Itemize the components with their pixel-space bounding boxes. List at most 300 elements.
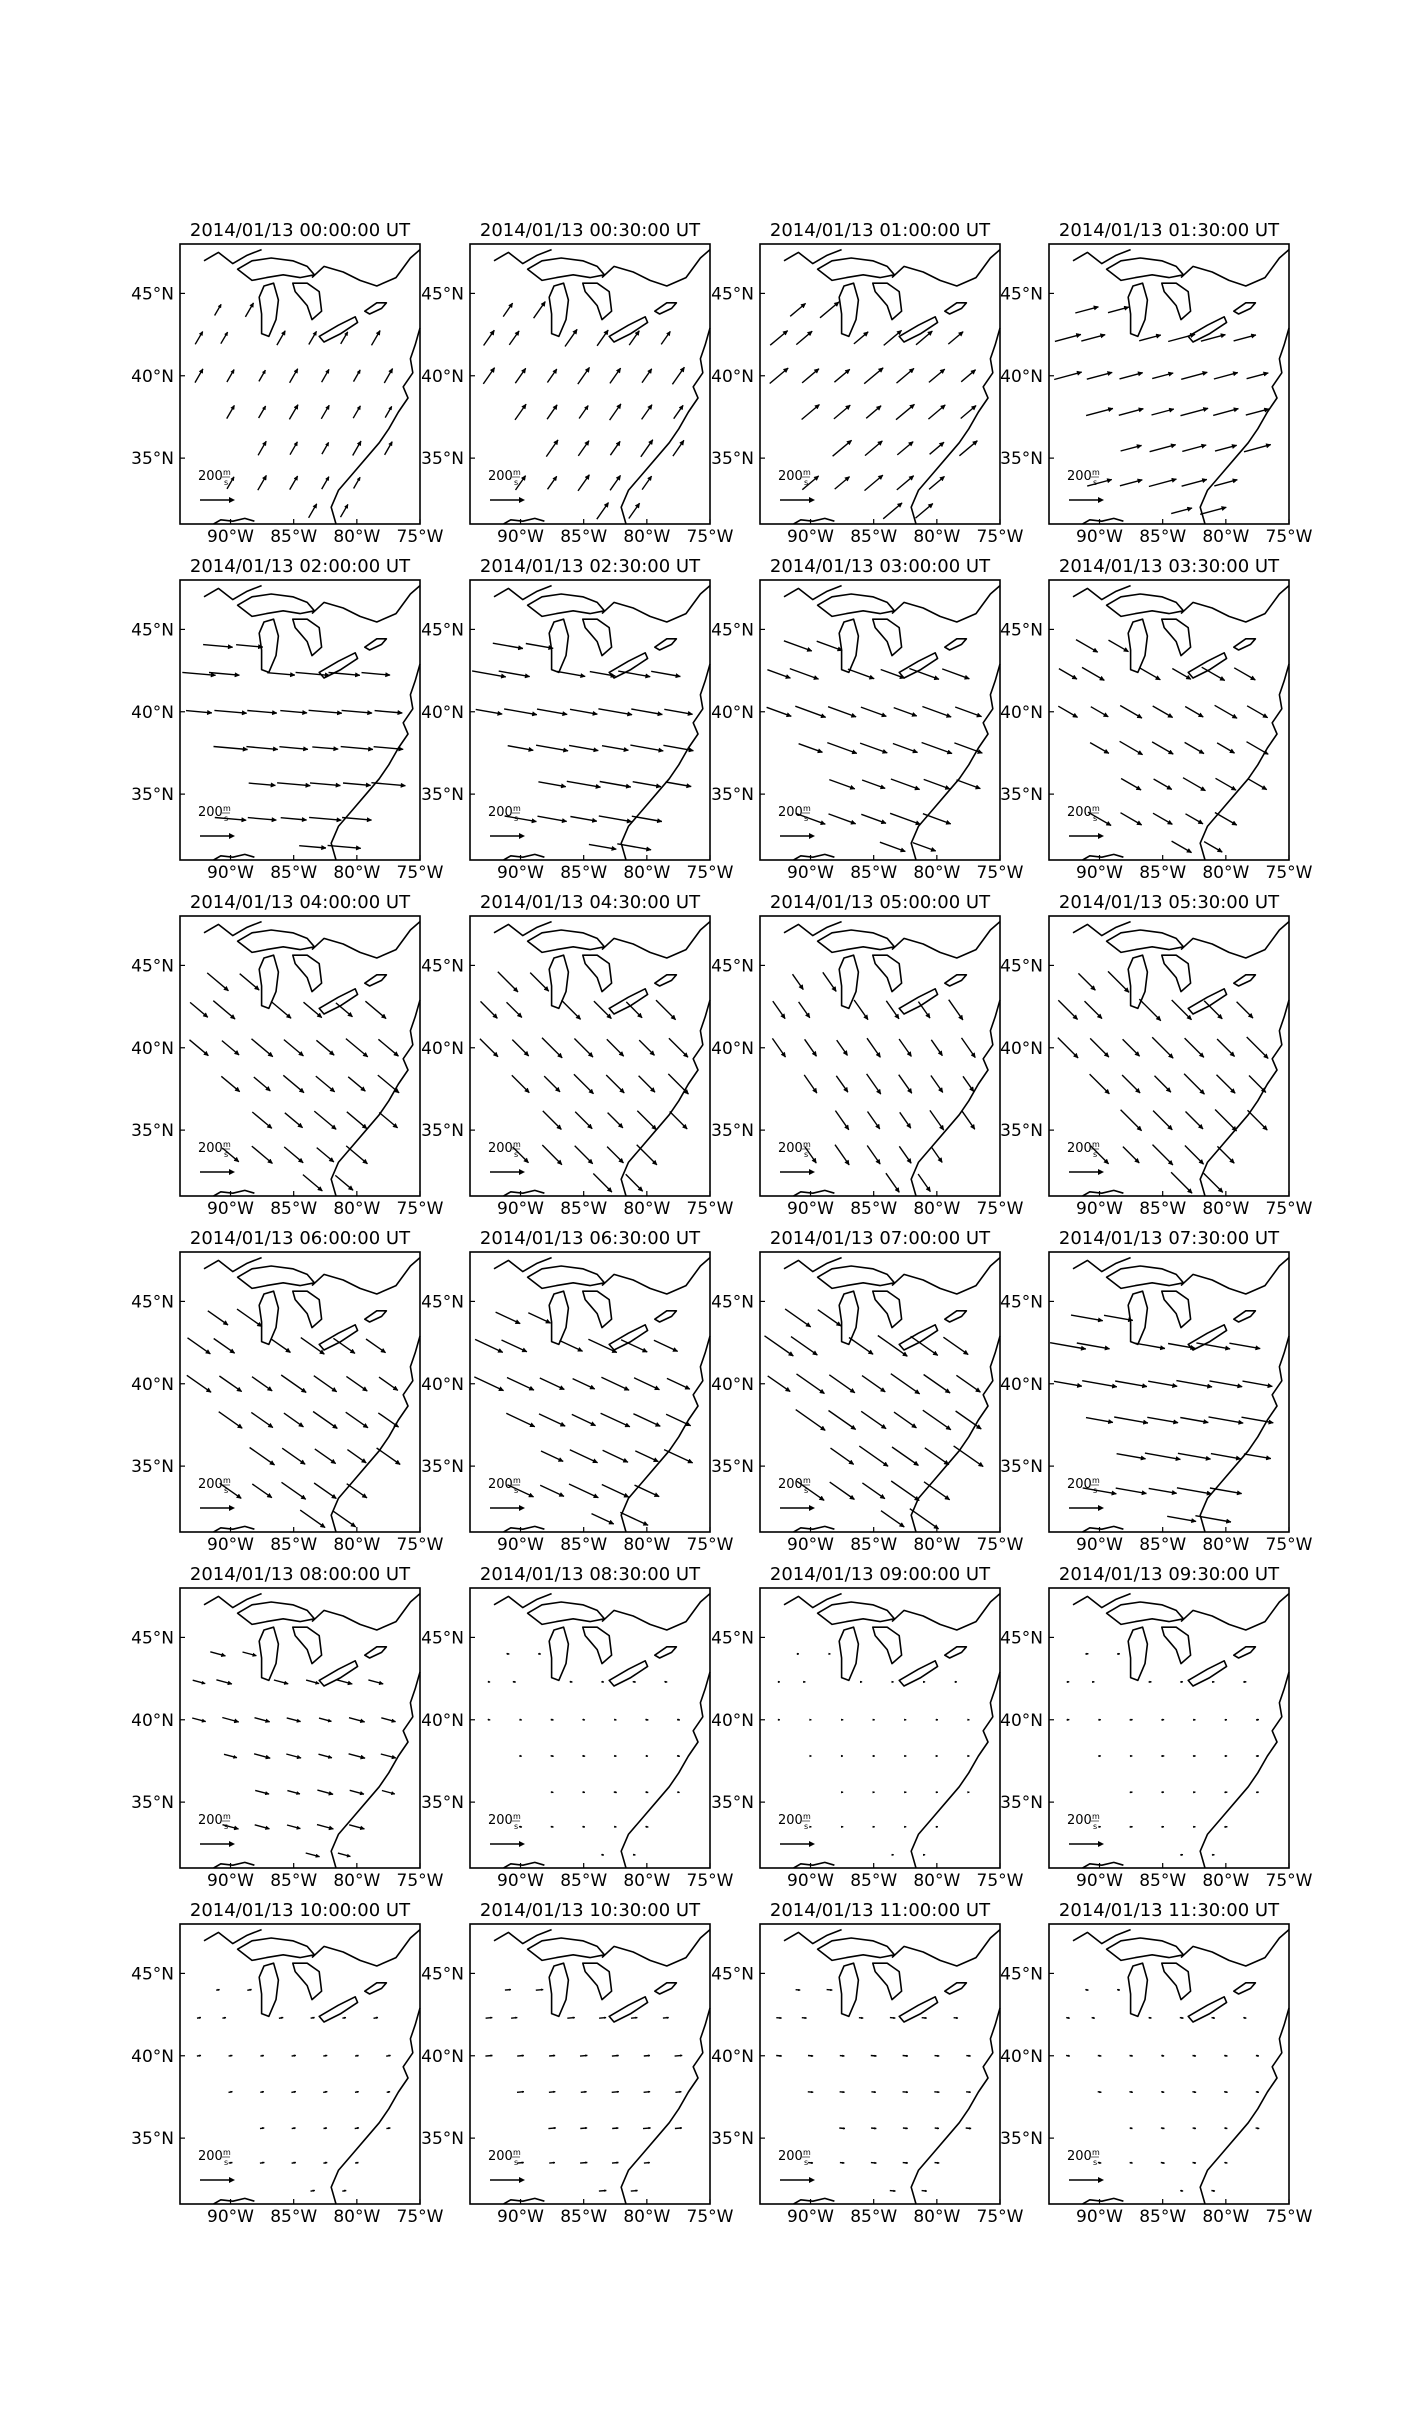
wind-arrow [867,1074,881,1094]
map-outlines [1073,250,1289,524]
wind-arrow [956,1411,982,1429]
wind-arrow [214,747,248,752]
wind-arrow [673,440,684,456]
panel-title: 2014/01/13 09:00:00 UT [769,1564,991,1585]
wind-arrow [890,2190,896,2192]
wind-arrow [1117,1653,1120,1655]
wind-arrow [861,814,886,824]
x-tick-label: 80°W [913,1871,961,1891]
wind-arrow [827,1989,833,1991]
wind-arrow [918,1174,930,1192]
wind-arrow [1217,1075,1236,1094]
coastline [204,250,262,264]
x-tick-label: 85°W [270,1199,318,1219]
wind-arrow [343,783,371,787]
coastline [1200,1336,1289,1532]
y-tick-label: 35°N [711,1457,754,1478]
wind-arrow [631,709,662,716]
y-tick-label: 35°N [421,785,464,806]
coastline [1083,1862,1124,1868]
wind-arrow [258,475,267,490]
map-panel-3 [711,220,1024,547]
coastline [204,1258,262,1272]
wind-arrow [1123,1039,1140,1056]
wind-arrow [1161,1826,1164,1828]
wind-arrow [386,2055,390,2057]
wind-arrow [488,1681,490,1683]
scale-key-unit-m: m [803,1812,811,1821]
wind-arrow [274,1680,288,1685]
wind-arrow [260,2127,264,2129]
wind-arrow [1091,707,1109,717]
wind-arrow [544,1076,560,1092]
wind-arrow [1066,2055,1070,2057]
x-tick-label: 75°W [396,1871,444,1891]
map-outlines [784,586,1000,860]
wind-arrow [505,1989,511,1991]
wind-arrow [1180,1854,1183,1856]
wind-arrow [796,331,812,344]
lake-outline [839,619,858,672]
x-tick-label: 90°W [207,863,255,883]
scale-key-value: 200 [488,469,513,484]
scale-key-unit-s: s [224,1486,229,1495]
wind-arrow [668,1074,688,1094]
scale-key-value: 200 [778,1813,803,1828]
coastline [331,664,420,860]
panel-title: 2014/01/13 03:00:00 UT [769,556,991,577]
wind-arrow [336,1680,352,1685]
scale-key-unit-s: s [224,1822,229,1831]
wind-arrow [538,1653,541,1655]
map-outlines [204,1930,420,2204]
lake-outline [899,653,937,678]
wind-arrow [197,2055,201,2057]
wind-arrow [1161,2127,1165,2129]
map-outlines [494,250,710,524]
wind-arrow [542,1145,562,1165]
wind-arrow [1161,2055,1164,2057]
wind-arrow [1249,1076,1266,1093]
wind-arrow [599,2017,606,2019]
wind-arrow [229,2162,233,2164]
wind-arrow [214,710,246,715]
wind-vectors [1058,640,1268,853]
lake-outline [319,1325,357,1350]
wind-arrow [582,1755,585,1757]
lake-outline [365,1647,387,1658]
wind-arrow [346,1376,367,1391]
lake-outline [293,955,322,991]
coastline [621,1336,710,1532]
wind-arrow [854,332,868,344]
wind-arrow [675,2091,681,2093]
wind-arrow [862,1376,885,1392]
lake-outline [655,975,677,986]
x-tick-label: 80°W [913,2207,961,2227]
wind-arrow [227,405,235,418]
wind-arrow [663,2017,669,2019]
wind-arrow [1201,334,1226,342]
x-tick-label: 90°W [1076,1199,1124,1219]
scale-key-value: 200 [1067,1141,1092,1156]
wind-arrow [1193,2127,1196,2129]
wind-arrow [1086,408,1113,416]
coastline [892,250,1000,286]
wind-arrow [904,1826,906,1828]
y-tick-label: 45°N [711,1964,754,1985]
lake-outline [839,283,858,336]
wind-arrow [943,1337,968,1354]
wind-arrow [312,747,338,751]
lake-outline [1128,1291,1147,1344]
scale-key-unit-s: s [514,1150,519,1159]
wind-arrow [957,780,981,789]
x-tick-label: 85°W [850,2207,898,2227]
coastline [784,1930,842,1944]
wind-arrow [883,503,902,519]
scale-key-value: 200 [778,1477,803,1492]
wind-arrow [381,1718,395,1723]
wind-arrow [899,1075,912,1094]
wind-arrow [954,2017,958,2019]
wind-arrow [1204,1173,1223,1192]
wind-arrow [922,707,951,718]
wind-arrow [277,783,310,788]
coastline [794,1526,835,1532]
wind-arrow [1215,705,1238,718]
wind-arrow [366,1339,386,1353]
wind-arrow [354,477,361,488]
wind-arrow [480,1039,498,1057]
wind-arrow [346,1039,368,1057]
wind-arrow [540,1485,564,1496]
wind-arrow [765,1336,794,1356]
wind-arrow [1224,1826,1227,1828]
wind-arrow [324,2127,328,2129]
y-tick-label: 35°N [421,2129,464,2150]
wind-arrow [580,2055,587,2057]
wind-arrow [1075,306,1098,313]
wind-arrow [547,369,556,383]
wind-vectors [767,641,983,852]
y-tick-label: 45°N [131,620,174,641]
x-tick-label: 90°W [497,527,545,547]
wind-arrow [280,710,307,714]
map-panel-19 [711,1564,1024,1891]
wind-arrow [1256,1719,1259,1721]
wind-arrow [1152,742,1173,754]
scale-key-unit-s: s [1093,1822,1098,1831]
wind-arrow [923,1410,951,1430]
panel-title: 2014/01/13 10:00:00 UT [189,1900,411,1921]
wind-vectors [772,972,975,1192]
y-tick-label: 35°N [131,2129,174,2150]
panel-title: 2014/01/13 04:30:00 UT [479,892,701,913]
wind-arrow [1098,1719,1101,1721]
y-tick-label: 40°N [421,366,464,387]
wind-arrow [601,1377,629,1390]
map-panel-6 [421,556,734,883]
wind-arrow [899,1146,911,1163]
wind-arrow [637,1111,656,1130]
wind-arrow [610,404,621,420]
wind-arrow [537,709,567,716]
wind-arrow [878,1336,908,1357]
lake-outline [609,653,647,678]
wind-arrow [342,2017,346,2019]
wind-arrow [1192,2091,1196,2093]
wind-arrow [904,1755,906,1757]
wind-arrow [614,1826,616,1828]
wind-arrow [1130,2127,1133,2129]
coastline [892,1258,1000,1294]
wind-arrow [1183,778,1206,791]
wind-arrow [323,2091,327,2093]
scale-key-unit-s: s [1093,814,1098,823]
wind-arrow [664,1681,667,1683]
coastline [1200,664,1289,860]
coastline [494,250,552,264]
wind-arrow [1139,334,1161,341]
x-tick-label: 75°W [976,1871,1024,1891]
lake-outline [365,975,387,986]
x-tick-label: 85°W [850,1871,898,1891]
wind-arrow [255,1825,270,1830]
wind-arrow [385,406,392,417]
wind-arrow [632,816,662,823]
scale-key-unit-m: m [513,804,521,813]
wind-arrow [384,369,392,384]
wind-arrow [1119,408,1144,416]
wind-arrow [899,1039,911,1057]
map-outlines [1073,1594,1289,1868]
coastline [892,586,1000,622]
wind-arrow [317,1148,334,1162]
wind-arrow [873,1719,875,1721]
wind-arrow [496,1312,521,1324]
wind-arrow [620,1512,648,1525]
scale-key [778,2148,815,2183]
wind-arrow [932,1147,943,1162]
wind-arrow [871,2055,877,2057]
coastline [911,1000,1000,1196]
x-tick-label: 85°W [1139,863,1187,883]
wind-arrow [1120,372,1143,379]
scale-key [198,804,235,839]
wind-arrow [1256,2055,1259,2057]
map-panel-24 [1000,1900,1313,2227]
wind-vectors [765,1309,984,1529]
wind-arrow [536,745,568,752]
wind-arrow [633,782,661,788]
scale-key-unit-m: m [513,1140,521,1149]
y-tick-label: 45°N [421,1292,464,1313]
wind-arrow [892,1681,894,1683]
wind-arrow [227,370,234,383]
y-tick-label: 45°N [421,956,464,977]
wind-arrow [252,1039,273,1057]
x-tick-label: 80°W [1202,863,1250,883]
map-outlines [784,922,1000,1196]
map-panel-7 [711,556,1024,883]
map-panel-17 [131,1564,444,1891]
lake-outline [1107,1938,1184,1960]
wind-arrow [570,817,597,823]
wind-arrow [1149,478,1177,486]
x-tick-label: 90°W [787,2207,835,2227]
wind-arrow [215,304,222,315]
wind-arrow [197,2017,201,2019]
scale-key-value: 200 [778,469,803,484]
wind-arrow [569,1484,598,1498]
wind-arrow [1185,1146,1204,1165]
wind-arrow [646,1755,648,1757]
wind-arrow [203,645,233,649]
wind-arrow [603,1450,628,1462]
wind-arrow [582,1719,585,1721]
wind-arrow [924,1482,950,1500]
wind-arrow [1117,1989,1120,1991]
wind-arrow [342,818,372,822]
wind-arrow [292,2127,296,2129]
wind-arrow [259,370,266,381]
wind-arrow [1256,1791,1259,1793]
coastline [494,1930,552,1944]
scale-key-value: 200 [1067,1477,1092,1492]
coastline [794,1190,835,1196]
scale-key-unit-m: m [1092,1476,1100,1485]
wind-arrow [1212,2017,1215,2019]
y-tick-label: 35°N [711,1121,754,1142]
x-tick-label: 90°W [207,1871,255,1891]
wind-arrow [784,641,812,652]
x-tick-label: 80°W [913,1535,961,1555]
wind-arrow [1224,1791,1227,1793]
wind-arrow [314,1483,336,1499]
scale-key-unit-m: m [223,804,231,813]
scale-key-unit-s: s [514,1822,519,1831]
wind-arrow [1067,1681,1070,1683]
wind-arrow [1237,1002,1253,1018]
wind-arrow [773,1001,785,1019]
wind-arrow [540,1378,565,1390]
wind-arrow [186,710,212,714]
x-tick-label: 75°W [1265,1199,1313,1219]
lake-outline [1162,955,1191,991]
wind-arrow [508,746,534,752]
wind-arrow [1244,1454,1271,1460]
y-tick-label: 40°N [421,1038,464,1059]
wind-arrow [1229,1343,1260,1350]
wind-arrow [1130,2162,1133,2164]
wind-arrow [891,1374,920,1394]
scale-key-unit-m: m [1092,804,1100,813]
wind-arrow [909,669,939,680]
wind-arrow [341,504,348,517]
coastline [794,518,835,524]
x-tick-label: 75°W [976,527,1024,547]
wind-arrow [614,1755,617,1757]
wind-arrow [1243,1681,1246,1683]
wind-arrow [243,1652,257,1657]
wind-arrow [897,368,915,383]
coastline [312,250,420,286]
wind-arrow [864,368,883,384]
lake-outline [293,619,322,655]
wind-arrow [303,1175,323,1191]
lake-outline [1234,303,1256,314]
wind-arrow [967,1719,969,1721]
wind-arrow [300,1510,325,1528]
wind-arrow [674,405,683,418]
coastline [1073,1594,1131,1608]
lake-outline [839,1627,858,1680]
x-tick-label: 75°W [686,1199,734,1219]
wind-arrow [517,2091,524,2093]
x-tick-label: 85°W [560,1535,608,1555]
wind-arrow [255,1790,269,1794]
wind-arrow [936,1791,938,1793]
wind-arrow [549,2162,555,2164]
wind-arrow [1121,445,1142,452]
wind-arrow [859,2017,863,2019]
scale-key-unit-s: s [1093,1150,1098,1159]
wind-arrow [633,1854,635,1856]
lake-outline [609,1661,647,1686]
coastline [1181,1258,1289,1294]
wind-arrow [867,1038,880,1057]
wind-arrow [379,1377,398,1390]
lake-outline [655,1311,677,1322]
wind-arrow [222,1718,239,1723]
wind-arrow [829,780,855,790]
wind-arrow [252,1377,272,1391]
wind-arrow [925,1448,949,1465]
lake-outline [873,1291,902,1327]
y-tick-label: 45°N [711,620,754,641]
wind-arrow [601,1681,604,1683]
wind-arrow [614,1791,617,1793]
scale-key-value: 200 [488,805,513,820]
wind-arrow [799,1002,810,1018]
wind-arrow [802,2017,807,2019]
wind-arrow [808,2162,813,2164]
wind-arrow [1193,2055,1197,2057]
lake-outline [549,1963,568,2016]
coastline [1083,854,1124,860]
coastline [794,2198,835,2204]
wind-arrow [634,1378,659,1390]
wind-arrow [860,743,887,753]
wind-arrow [378,1039,398,1056]
wind-arrow [661,331,670,344]
wind-arrow [536,1989,543,1991]
y-tick-label: 45°N [711,956,754,977]
wind-arrow [541,1451,563,1462]
wind-arrow [258,441,266,455]
lake-outline [818,594,895,616]
lake-outline [945,639,967,650]
lake-outline [365,1983,387,1994]
map-panel-4 [1000,220,1313,547]
scale-key-unit-s: s [514,1486,519,1495]
wind-arrow [829,1653,831,1655]
wind-arrow [776,2017,781,2019]
wind-arrow [1129,2091,1132,2093]
wind-arrow [635,1485,660,1497]
wind-arrow [835,1145,849,1165]
